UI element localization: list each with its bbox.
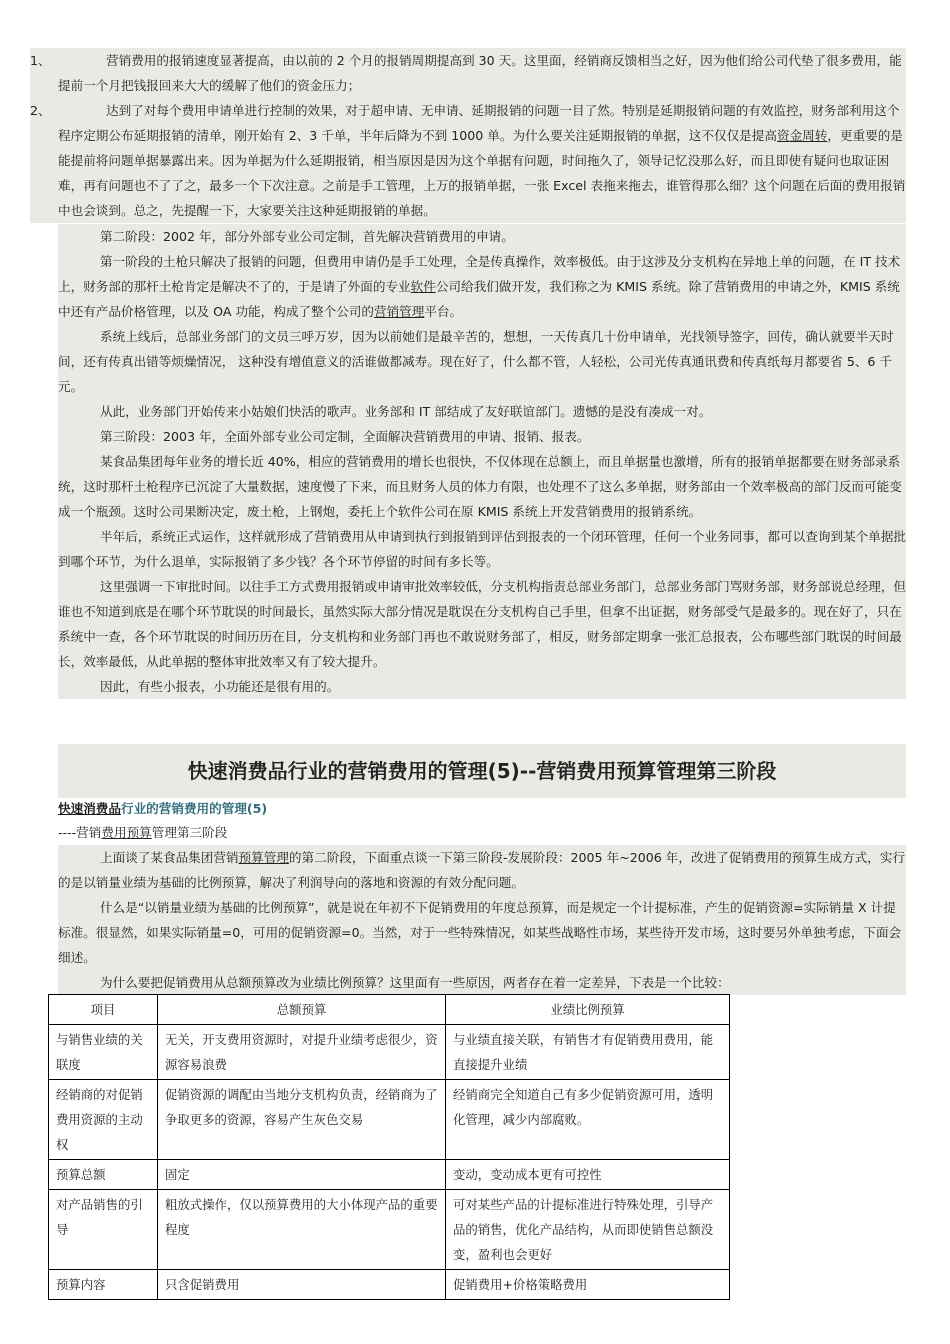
benefits-list [30,48,906,223]
table-row [49,1080,730,1160]
table-row [49,1270,730,1300]
table-cell: 预算总额 [49,1160,158,1190]
table-cell: 变动，变动成本更有可控性 [446,1160,730,1190]
article-subtitle: 快速消费品行业的营销费用的管理(5) [58,798,906,820]
list-text: ，更重要的是能提前将问题单据暴露出来。因为单据为什么延期报销，相当原因是因为这个单据有问题，时间拖久了，领导记忆没那么好，而且即使有疑问也取证困难，再有问题也不了了之，最多一个下次注意。之前是手工管理，上万的报销单据，一张 Excel 表拖来拖去，谁管得那么细？这个问题在后面的费用报销中也会谈到。总之，先提醒一下，大家要关注这种延期报销的单据。 [58,128,906,218]
link-budget-management[interactable]: 预算管理 [238,850,289,865]
table-cell: 促销资源的调配由当地分支机构负责，经销商为了争取更多的资源，容易产生灰色交易 [158,1080,446,1160]
table-cell: 只含促销费用 [158,1270,446,1300]
list-number: 1、 [30,53,51,68]
table-cell: 粗放式操作，仅以预算费用的大小体现产品的重要程度 [158,1190,446,1270]
article-subtitle-2: ----营销费用预算管理第三阶段 [58,820,906,845]
table-cell: 可对某些产品的计提标准进行特殊处理，引导产品的销售，优化产品结构，从而即使销售总额没变，盈利也会更好 [446,1190,730,1270]
table-cell: 促销费用+价格策略费用 [446,1270,730,1300]
link-marketing-management[interactable]: 营销管理 [373,304,425,319]
table-header-row [49,995,730,1025]
table-row [49,1160,730,1190]
table-row [49,1190,730,1270]
table-cell: 对产品销售的引导 [49,1190,158,1270]
stage2-title: 第二阶段：2002 年，部分外部专业公司定制，首先解决营销费用的申请。 [100,229,514,244]
paragraph: 上面谈了某食品集团营销预算管理的第二阶段，下面重点谈一下第三阶段-发展阶段：2005 年~2006 年，改进了促销费用的预算生成方式，实行的是以销量业绩为基础的比例预算，解决了利润导向的落地和资源的有效分配问题。 [58,845,906,895]
link-fmcg[interactable]: 快速消费品 [58,801,121,816]
list-item [30,48,906,98]
paragraph: 半年后，系统正式运作，这样就形成了营销费用从申请到执行到报销到评估到报表的一个闭环管理，任何一个业务同事，都可以查询到某个单据批到哪个环节，为什么退单，实际报销了多少钱？各个环节停留的时间有多长等。 [58,529,906,569]
table-header: 总额预算 [158,995,446,1025]
paragraph: 什么是“以销量业绩为基础的比例预算”，就是说在年初不下促销费用的年度总预算，而是规定一个计提标准，产生的促销资源=实际销量 X 计提标准。很显然，如果实际销量=0，可用的促销资源=0。当然，对于一些特殊情况，如某些战略性市场，某些待开发市场，这时要另外单独考虑，下面会细述。 [58,895,906,970]
paragraph: 某食品集团每年业务的增长近 40%，相应的营销费用的增长也很快，不仅体现在总额上，而且单据量也激增，所有的报销单据都要在财务部录系统，这时那杆土枪程序已沉淀了大量数据，速度慢了下来，而且财务人员的体力有限，也处理不了这么多单据，财务部由一个效率极高的部门反而可能变成一个瓶颈。这时公司果断决定，废土枪，上钢炮，委托上个软件公司在原 KMIS 系统上开发营销费用的报销系统。 [58,454,902,519]
paragraph: 系统上线后，总部业务部门的文员三呼万岁，因为以前她们是最辛苦的，想想，一天传真几十份申请单，光找领导签字，回传，确认就要半天时间，还有传真出错等烦燥情况， 这种没有增值意义的活谁做都减寿。现在好了，什么都不管，人轻松，公司光传真通讯费和传真纸每月都要省 5、6 千元。 [58,329,894,394]
link-expense[interactable]: 费用 [101,825,127,840]
table-cell: 经销商的对促销费用资源的主动权 [49,1080,158,1160]
table-cell: 无关，开支费用资源时，对提升业绩考虑很少，资源容易浪费 [158,1025,446,1080]
table-cell: 固定 [158,1160,446,1190]
table-cell: 经销商完全知道自己有多少促销资源可用，透明化管理，减少内部腐败。 [446,1080,730,1160]
article-heading-bar [58,744,906,798]
stages-body [58,224,906,699]
link-budget[interactable]: 预算 [126,825,152,840]
table-cell: 与销售业绩的关联度 [49,1025,158,1080]
paragraph: 为什么要把促销费用从总额预算改为业绩比例预算？这里面有一些原因，两者存在着一定差异，下表是一个比较： [58,970,906,995]
stage3-title: 第三阶段：2003 年，全面外部专业公司定制，全面解决营销费用的申请、报销、报表。 [100,429,590,444]
list-text: 达到了对每个费用申请单进行控制的效果，对于超申请、无申请、延期报销的问题一目了然。特别是延期报销问题的有效监控，财务部利用这个程序定期公布延期报销的清单，刚开始有 2、3 千单，半年后降为不到 1000 单。为什么要关注延期报销的单据，这不仅仅是提高 [58,103,900,143]
article-body [58,798,906,995]
paragraph: 从此，业务部门开始传来小姑娘们快活的歌声。业务部和 IT 部结成了友好联谊部门。遗憾的是没有凑成一对。 [100,404,712,419]
table-row [49,1025,730,1080]
list-text: 营销费用的报销速度显著提高，由以前的 2 个月的报销周期提高到 30 天。这里面，经销商反馈相当之好，因为他们给公司代垫了很多费用，能提前一个月把钱报回来大大的缓解了他们的资金压力； [58,53,902,93]
comparison-table [48,994,730,1300]
table-cell: 与业绩直接关联，有销售才有促销费用费用，能直接提升业绩 [446,1025,730,1080]
article-heading: 快速消费品行业的营销费用的管理(5)--营销费用预算管理第三阶段 [187,759,777,783]
list-number: 2、 [30,103,51,118]
paragraph: 这里强调一下审批时间。以往手工方式费用报销或申请审批效率较低，分支机构指责总部业务部门，总部业务部门骂财务部，财务部说总经理，但谁也不知道到底是在哪个环节耽误的时间最长，虽然实际大部分情况是耽误在分支机构自己手里，但拿不出证据，财务部受气是最多的。现在好了，只在系统中一查，各个环节耽误的时间历历在目，分支机构和业务部门再也不敢说财务部了，相反，财务部定期拿一张汇总报表，公布哪些部门耽误的时间最长，效率最低，从此单据的整体审批效率又有了较大提升。 [58,579,906,669]
link-software[interactable]: 软件 [410,279,436,294]
link-capital-turnover[interactable]: 资金周转 [776,128,828,143]
list-item [30,98,906,223]
paragraph: 因此，有些小报表，小功能还是很有用的。 [100,679,340,694]
table-header: 业绩比例预算 [446,995,730,1025]
paragraph: 第一阶段的土枪只解决了报销的问题，但费用申请仍是手工处理，全是传真操作，效率极低。由于这涉及分支机构在异地上单的问题，在 IT 技术上，财务部的那杆土枪肯定是解决不了的，于是请了外面的专业软件公司给我们做开发，我们称之为 KMIS 系统。除了营销费用的申请之外，KMIS 系统中还有产品价格管理，以及 OA 功能，构成了整个公司的营销管理平台。 [58,254,901,319]
table-header: 项目 [49,995,158,1025]
table-cell: 预算内容 [49,1270,158,1300]
